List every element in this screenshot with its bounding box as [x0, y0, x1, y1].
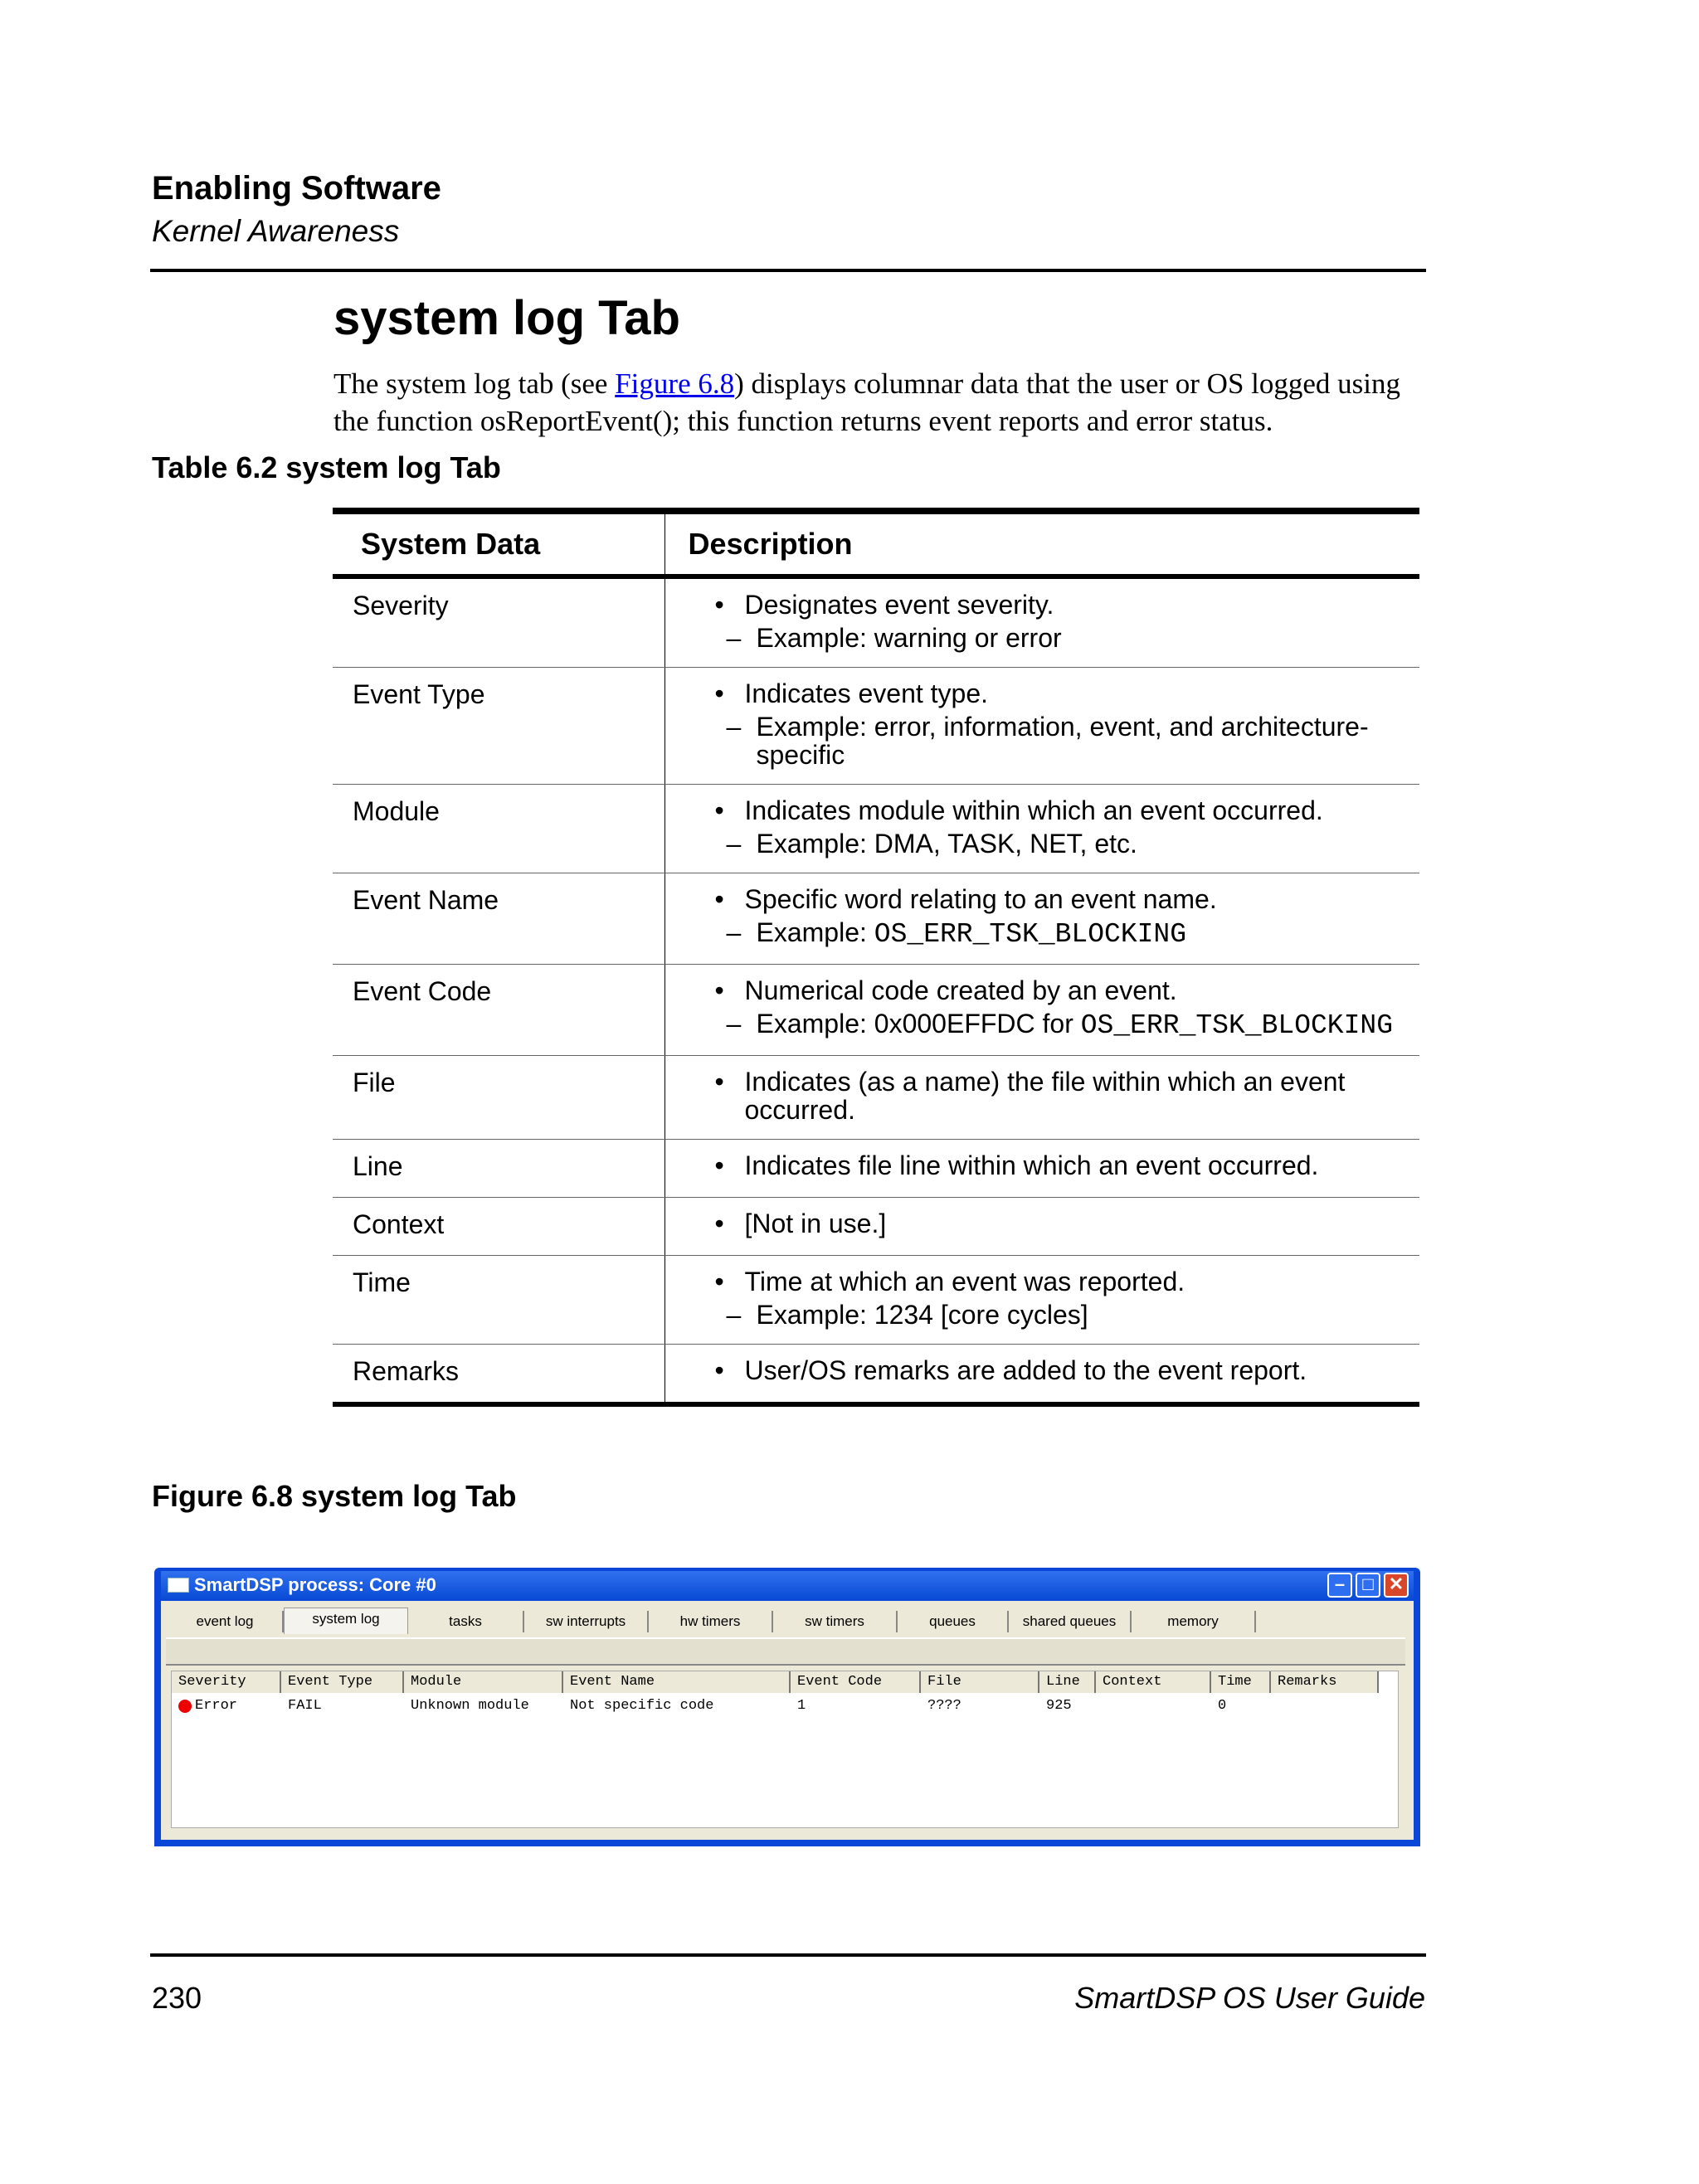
table-row — [333, 576, 1419, 668]
table-row — [333, 1345, 1419, 1405]
example-line — [665, 713, 1420, 769]
system-data-cell: Event Name — [333, 873, 665, 965]
window-body — [161, 1601, 1414, 1840]
grid-cell: 925 — [1046, 1698, 1072, 1714]
example-text: Example: 1234 [core cycles] — [756, 1300, 1088, 1330]
window-titlebar[interactable] — [161, 1571, 1414, 1599]
system-data-cell: Event Code — [333, 965, 665, 1056]
tab-memory[interactable]: memory — [1132, 1611, 1256, 1632]
system-data-cell: Severity — [333, 576, 665, 668]
bullet-text: • Indicates (as a name) the file within which an event occurred. — [665, 1068, 1420, 1124]
minimize-icon[interactable]: – — [1327, 1573, 1352, 1598]
grid-col-header[interactable]: Event Type — [281, 1671, 404, 1693]
example-line — [665, 829, 1420, 858]
example-text: Example: — [756, 917, 874, 947]
bullet-text: • User/OS remarks are added to the event report. — [665, 1356, 1420, 1384]
example-code: OS_ERR_TSK_BLOCKING — [1080, 1010, 1394, 1041]
window-app-icon — [168, 1578, 189, 1593]
system-log-grid[interactable] — [171, 1671, 1399, 1828]
maximize-icon[interactable]: □ — [1356, 1573, 1380, 1598]
grid-col-header[interactable]: Severity — [172, 1671, 281, 1693]
tab-sw-interrupts[interactable]: sw interrupts — [524, 1611, 649, 1632]
example-line — [665, 918, 1420, 949]
example-line — [665, 1009, 1420, 1040]
table-row — [333, 1198, 1419, 1256]
system-data-cell: File — [333, 1056, 665, 1140]
tab-panel-toolbar — [166, 1637, 1405, 1666]
col-header-system-data: System Data — [333, 511, 665, 576]
bullet-text: • [Not in use.] — [665, 1209, 1420, 1238]
grid-col-header[interactable]: Event Name — [563, 1671, 791, 1693]
example-text: Example: warning or error — [756, 623, 1062, 653]
description-cell — [665, 668, 1419, 785]
grid-col-header[interactable]: Time — [1211, 1671, 1271, 1693]
example-line — [665, 624, 1420, 652]
figure-link[interactable]: Figure 6.8 — [615, 367, 735, 400]
example-text: Example: 0x000EFFDC for — [756, 1009, 1081, 1038]
grid-cell: FAIL — [288, 1698, 322, 1714]
system-data-cell: Event Type — [333, 668, 665, 785]
example-text: Example: error, information, event, and architecture-specific — [756, 712, 1369, 770]
smartdsp-window — [154, 1568, 1420, 1846]
system-data-cell: Time — [333, 1256, 665, 1345]
description-cell — [665, 1056, 1419, 1140]
grid-cell: Unknown module — [411, 1698, 529, 1714]
grid-cell: Not specific code — [570, 1698, 714, 1714]
description-cell — [665, 1140, 1419, 1198]
table-row — [333, 668, 1419, 785]
example-text: Example: DMA, TASK, NET, etc. — [756, 829, 1137, 859]
grid-cell: Error — [195, 1698, 238, 1714]
header-rule — [150, 269, 1426, 272]
para-text-post: ) displays columnar data that the user or OS logged using the function osReportEvent(); this function returns event reports and error status. — [333, 367, 1401, 437]
figure-caption: Figure 6.8 system log Tab — [152, 1479, 517, 1513]
bullet-text: • Specific word relating to an event name. — [665, 885, 1420, 913]
tab-tasks[interactable]: tasks — [408, 1611, 524, 1632]
intro-paragraph — [333, 365, 1412, 440]
page-number: 230 — [152, 1981, 202, 2015]
system-data-cell: Remarks — [333, 1345, 665, 1405]
section-title: system log Tab — [333, 291, 680, 345]
tab-strip — [168, 1609, 1407, 1634]
bullet-text: • Designates event severity. — [665, 591, 1420, 619]
bullet-text: • Indicates module within which an event occurred. — [665, 796, 1420, 824]
grid-col-header[interactable]: Line — [1039, 1671, 1096, 1693]
tab-system-log[interactable]: system log — [284, 1608, 408, 1634]
tab-shared-queues[interactable]: shared queues — [1009, 1611, 1132, 1632]
example-line — [665, 1301, 1420, 1329]
grid-col-header[interactable]: Module — [404, 1671, 563, 1693]
system-data-table — [333, 508, 1419, 1407]
table-row — [333, 965, 1419, 1056]
table-caption: Table 6.2 system log Tab — [152, 450, 501, 484]
chapter-title: Enabling Software — [152, 170, 441, 207]
description-cell — [665, 785, 1419, 873]
table-row — [333, 1256, 1419, 1345]
table-row — [333, 1140, 1419, 1198]
table-row — [333, 1056, 1419, 1140]
chapter-subtitle: Kernel Awareness — [152, 214, 400, 248]
tab-queues[interactable]: queues — [898, 1611, 1009, 1632]
system-data-cell: Module — [333, 785, 665, 873]
window-title: SmartDSP process: Core #0 — [194, 1574, 436, 1595]
description-cell — [665, 1345, 1419, 1405]
description-cell — [665, 873, 1419, 965]
grid-col-header[interactable]: Event Code — [791, 1671, 921, 1693]
grid-cell: 1 — [797, 1698, 806, 1714]
description-cell — [665, 965, 1419, 1056]
grid-col-header[interactable]: File — [921, 1671, 1039, 1693]
description-cell — [665, 1198, 1419, 1256]
grid-col-header[interactable]: Remarks — [1271, 1671, 1379, 1693]
description-cell — [665, 576, 1419, 668]
example-code: OS_ERR_TSK_BLOCKING — [874, 919, 1187, 950]
guide-title: SmartDSP OS User Guide — [1074, 1981, 1425, 2015]
col-header-description: Description — [665, 511, 1419, 576]
description-cell — [665, 1256, 1419, 1345]
para-text-pre: The system log tab (see — [333, 367, 616, 400]
bullet-text: • Indicates file line within which an event occurred. — [665, 1151, 1420, 1180]
footer-rule — [150, 1953, 1426, 1957]
bullet-text: • Time at which an event was reported. — [665, 1267, 1420, 1296]
tab-hw-timers[interactable]: hw timers — [649, 1611, 773, 1632]
system-data-cell: Context — [333, 1198, 665, 1256]
tab-event-log[interactable]: event log — [168, 1611, 284, 1632]
table-row — [333, 785, 1419, 873]
close-icon[interactable]: ✕ — [1384, 1573, 1409, 1598]
bullet-text: • Indicates event type. — [665, 679, 1420, 708]
system-data-cell: Line — [333, 1140, 665, 1198]
bullet-text: • Numerical code created by an event. — [665, 976, 1420, 1004]
grid-cell: ???? — [927, 1698, 961, 1714]
tab-sw-timers[interactable]: sw timers — [773, 1611, 898, 1632]
table-row — [333, 873, 1419, 965]
grid-col-header[interactable]: Context — [1096, 1671, 1211, 1693]
grid-cell: 0 — [1218, 1698, 1227, 1714]
